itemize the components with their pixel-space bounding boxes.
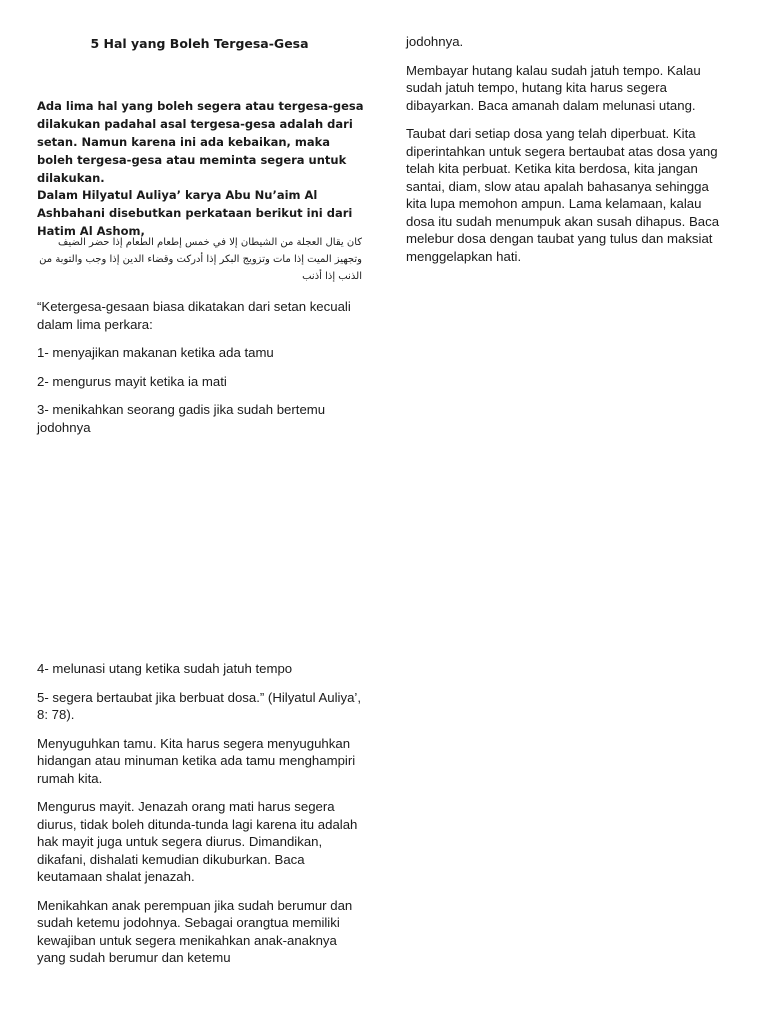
paragraph-continuation: jodohnya. — [406, 34, 464, 49]
list-item-1: 1- menyajikan makanan ketika ada tamu — [37, 345, 274, 360]
paragraph-menikahkan: Menikahkan anak perempuan jika sudah berumur dan sudah ketemu jodohnya. Sebagai orangtua memiliki kewajiban untuk segera menikahkan anak-anaknya yang sudah berumur dan ketemu — [37, 897, 353, 965]
intro-paragraph: Ada lima hal yang boleh segera atau tergesa-gesa dilakukan padahal asal tergesa-gesa adalah dari setan. Namun karena ini ada kebaikan, maka boleh tergesa-gesa atau meminta segera untuk dilakukan. — [37, 99, 364, 185]
right-column — [406, 33, 731, 276]
paragraph-taubat: Taubat dari setiap dosa yang telah diperbuat. Kita diperintahkan untuk segera bertaubat atas dosa yang telah kita perbuat. Ketika kita berdosa, kita jangan santai, diam, slow atau apalah bahasanya sehingga kita lupa memohon ampun. Lama kelamaan, kalau dosa itu sudah menumpuk akan susah dihapus. Baca melebur dosa dengan taubat yang tulus dan maksiat menggelapkan hati. — [406, 126, 720, 264]
quote-opening: “Ketergesa-gesaan biasa dikatakan dari setan kecuali dalam lima perkara: — [37, 299, 351, 332]
paragraph-membayar-hutang: Membayar hutang kalau sudah jatuh tempo. Kalau sudah jatuh tempo, hutang kita harus segera dibayarkan. Baca amanah dalam melunasi utang. — [406, 62, 701, 113]
paragraph-menyuguhkan-tamu: Menyuguhkan tamu. Kita harus segera menyuguhkan hidangan atau minuman ketika ada tamu menghampiri rumah kita. — [37, 735, 356, 786]
paragraph-mengurus-mayit: Mengurus mayit. Jenazah orang mati harus segera diurus, tidak boleh ditunda-tunda lagi karena itu adalah hak mayit juga untuk segera diurus. Dimandikan, dikafani, dishalati kemudian dikuburkan. Baca keutamaan shalat jenazah. — [37, 799, 358, 884]
source-intro-paragraph: Dalam Hilyatul Auliya’ karya Abu Nu’aim Al Ashbahani disebutkan perkataan berikut ini dari Hatim Al Ashom, — [37, 188, 353, 238]
list-item-4: 4- melunasi utang ketika sudah jatuh tempo — [37, 661, 293, 676]
list-item-3: 3- menikahkan seorang gadis jika sudah bertemu jodohnya — [37, 402, 326, 435]
arabic-quote: كان يقال العجلة من الشيطان إلا في خمس إطعام الطعام إذا حضر الضيف وتجهيز الميت إذا مات وتزويج البكر إذا أدركت وقضاء الدين إذا وجب والتوبة من الذنب إذا أذنب — [39, 237, 362, 282]
list-item-5: 5- segera bertaubat jika berbuat dosa.” (Hilyatul Auliya’, 8: 78). — [37, 689, 362, 722]
page-title: 5 Hal yang Boleh Tergesa-Gesa — [90, 36, 309, 51]
lower-block — [37, 660, 367, 978]
quote-block — [37, 298, 367, 447]
list-item-2: 2- mengurus mayit ketika ia mati — [37, 373, 227, 389]
